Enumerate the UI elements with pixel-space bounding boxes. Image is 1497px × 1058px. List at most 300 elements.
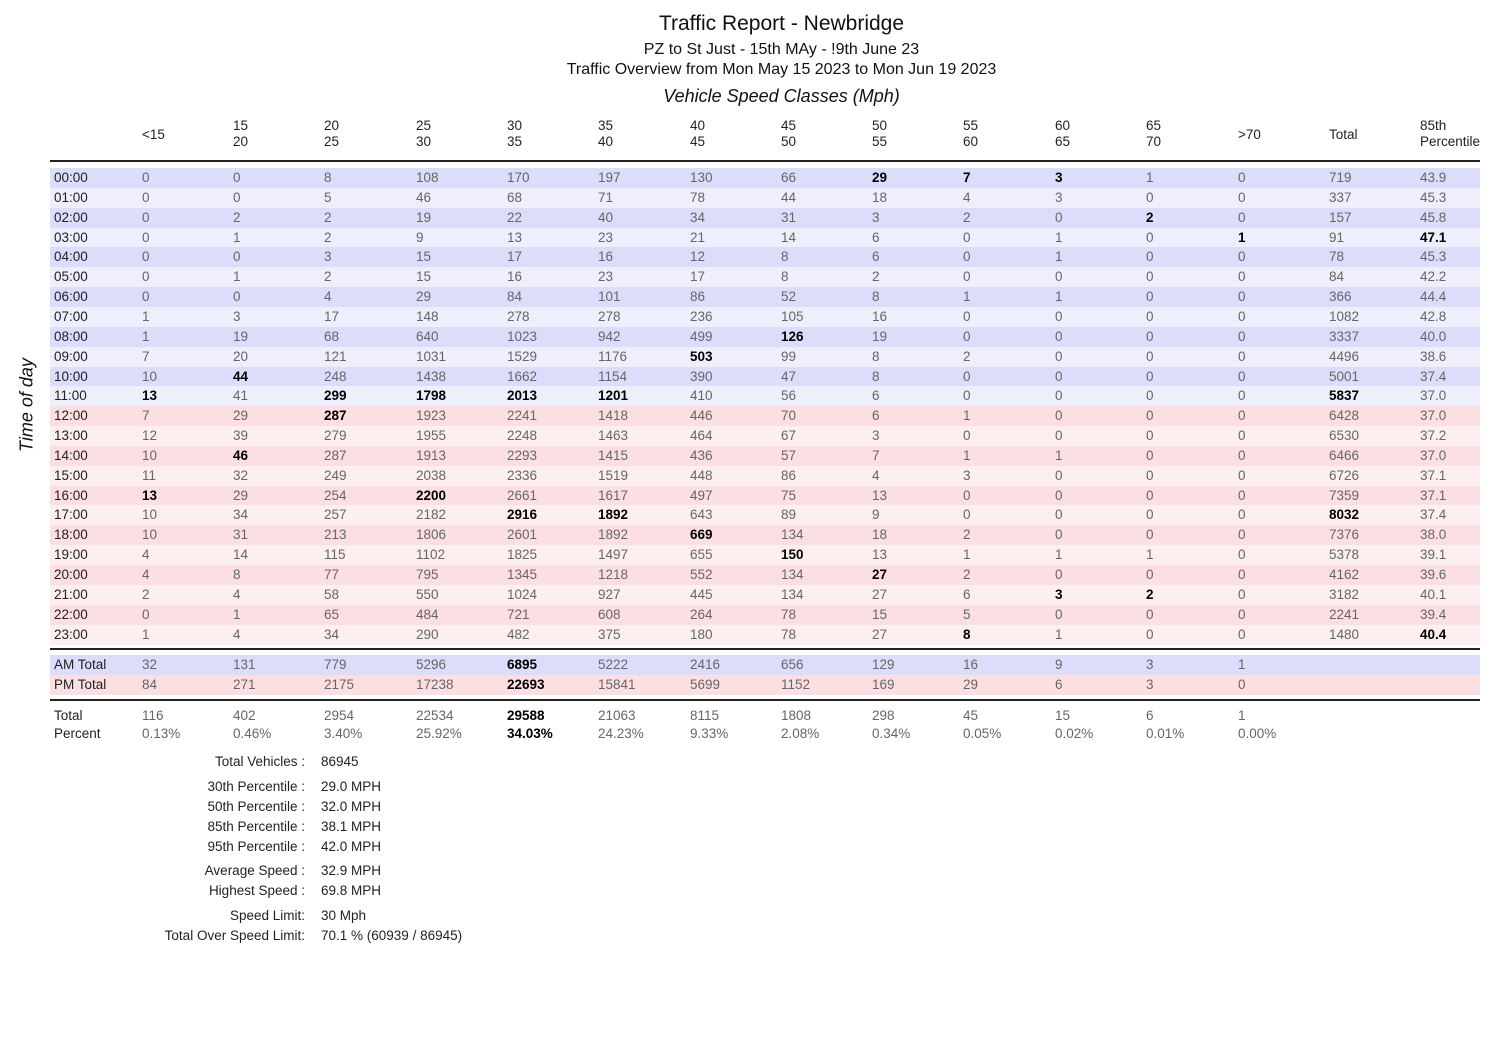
- table-cell: 6: [872, 229, 880, 245]
- table-cell: 0: [142, 209, 150, 225]
- table-cell: 2: [324, 229, 332, 245]
- table-cell: 8: [872, 348, 880, 364]
- table-cell: 8: [233, 567, 241, 582]
- table-cell: 0: [1055, 428, 1063, 444]
- table-cell: 0.02%: [1055, 726, 1094, 741]
- table-cell: 41: [233, 388, 249, 404]
- table-cell: 5296: [416, 657, 447, 672]
- table-cell: 2601: [507, 527, 538, 543]
- table-cell: 375: [598, 626, 621, 642]
- time-label: 11:00: [54, 388, 87, 404]
- stat-value: 32.9 MPH: [321, 863, 382, 878]
- table-cell: 134: [781, 527, 804, 543]
- table-cell: 29: [872, 170, 888, 185]
- table-cell: 5378: [1329, 547, 1360, 563]
- table-cell: 445: [690, 586, 713, 602]
- table-cell: 10: [142, 368, 158, 384]
- table-row: [50, 505, 1480, 525]
- am-total-row: [50, 655, 1480, 675]
- table-cell: 0: [1055, 269, 1063, 285]
- table-cell: 180: [690, 626, 713, 642]
- stat-label: 85th Percentile :: [207, 819, 305, 834]
- table-cell: 0: [963, 328, 971, 344]
- table-cell: 0: [1238, 368, 1246, 384]
- table-cell: 1617: [598, 487, 629, 503]
- column-header-line: 30: [416, 134, 432, 149]
- table-cell: 2: [233, 209, 241, 225]
- table-cell: 6895: [507, 657, 538, 672]
- table-cell: 1: [963, 289, 971, 305]
- table-cell: 482: [507, 626, 530, 642]
- y-axis-label: Time of day: [16, 358, 37, 452]
- table-cell: 1: [233, 269, 241, 285]
- table-cell: 0: [1146, 428, 1154, 444]
- table-cell: 47: [781, 368, 797, 384]
- table-cell: 15: [416, 249, 432, 265]
- table-cell: 1: [1055, 249, 1063, 265]
- table-cell: 1: [963, 408, 971, 424]
- table-cell: 19: [233, 328, 249, 344]
- time-label: 19:00: [54, 547, 88, 563]
- table-cell: 78: [781, 626, 797, 642]
- time-label: 21:00: [54, 586, 88, 602]
- table-cell: 14: [233, 547, 249, 563]
- table-cell: 2416: [690, 657, 721, 672]
- table-cell: 0: [1238, 487, 1246, 503]
- column-header-line: Percentile: [1420, 134, 1481, 149]
- column-header-line: 25: [324, 134, 340, 149]
- column-header: [690, 118, 705, 150]
- table-cell: 0: [1146, 348, 1154, 364]
- table-cell: 2182: [416, 507, 447, 523]
- table-cell: 34: [690, 209, 706, 225]
- column-header-line: <15: [142, 127, 165, 142]
- table-row: [50, 446, 1480, 466]
- table-cell: 0: [1146, 447, 1154, 463]
- table-cell: 14: [781, 229, 797, 245]
- table-cell: 32: [233, 467, 249, 483]
- table-cell: 68: [324, 328, 340, 344]
- table-cell: 71: [598, 189, 614, 205]
- table-cell: 4: [142, 547, 150, 563]
- table-cell: 298: [872, 708, 895, 723]
- table-cell: 0: [1238, 170, 1246, 185]
- table-cell: 37.2: [1420, 428, 1447, 444]
- table-cell: 31: [233, 527, 249, 543]
- stat-value: 30 Mph: [321, 908, 367, 923]
- table-cell: 0: [233, 289, 241, 305]
- table-cell: 1: [1055, 229, 1063, 245]
- table-cell: 126: [781, 328, 804, 344]
- table-cell: 4: [142, 567, 150, 582]
- table-cell: 45.8: [1420, 209, 1447, 225]
- table-cell: 1892: [598, 527, 629, 543]
- table-cell: 0: [963, 487, 971, 503]
- table-cell: 0: [963, 507, 971, 523]
- table-cell: 3: [872, 428, 880, 444]
- table-cell: 5001: [1329, 368, 1360, 384]
- column-header: [1420, 118, 1480, 150]
- table-cell: 4162: [1329, 567, 1360, 582]
- table-cell: 7376: [1329, 527, 1360, 543]
- time-label: 17:00: [54, 507, 88, 523]
- table-cell: 0: [1146, 408, 1154, 424]
- column-header-line: 50: [872, 118, 888, 133]
- table-cell: 7: [142, 408, 150, 424]
- table-cell: 0: [963, 269, 971, 285]
- table-cell: 37.1: [1420, 467, 1447, 483]
- table-cell: 0.00%: [1238, 726, 1277, 741]
- time-label: 03:00: [54, 229, 88, 245]
- table-cell: 99: [781, 348, 797, 364]
- stat-label: Average Speed :: [204, 863, 305, 878]
- table-cell: 78: [781, 606, 797, 622]
- table-cell: 0: [963, 308, 971, 324]
- column-header-line: 65: [1055, 134, 1071, 149]
- table-cell: 4: [233, 586, 241, 602]
- table-cell: 52: [781, 289, 797, 305]
- table-cell: 3337: [1329, 328, 1360, 344]
- report-subtitle: PZ to St Just - 15th MAy - !9th June 23: [643, 41, 920, 58]
- table-cell: 0: [1238, 567, 1246, 582]
- table-cell: 134: [781, 586, 804, 602]
- column-header: [1329, 127, 1358, 143]
- table-cell: 4: [872, 467, 880, 483]
- table-cell: 37.4: [1420, 368, 1447, 384]
- table-cell: 1480: [1329, 626, 1360, 642]
- table-cell: 779: [324, 657, 347, 672]
- table-cell: 669: [690, 527, 713, 543]
- table-cell: 40: [598, 209, 614, 225]
- table-cell: 0: [1055, 487, 1063, 503]
- table-cell: 16: [507, 269, 523, 285]
- table-cell: 0: [1238, 348, 1246, 364]
- stat-value: 29.0 MPH: [321, 779, 382, 794]
- table-cell: 0: [1055, 368, 1063, 384]
- table-row: [50, 386, 1480, 406]
- column-header: [781, 118, 796, 150]
- table-cell: 0: [1146, 368, 1154, 384]
- table-cell: 0: [142, 229, 150, 245]
- column-header-line: 65: [1146, 118, 1162, 133]
- table-cell: 15841: [598, 677, 636, 692]
- row-label: Percent: [54, 726, 101, 741]
- table-cell: 2661: [507, 487, 538, 503]
- table-cell: 25.92%: [416, 726, 462, 741]
- table-cell: 0: [233, 189, 241, 205]
- table-cell: 1662: [507, 368, 538, 384]
- table-cell: 0: [233, 249, 241, 265]
- stat-value: 70.1 % (60939 / 86945): [321, 928, 463, 943]
- table-row: [50, 168, 1480, 188]
- table-cell: 37.0: [1420, 408, 1447, 424]
- header-divider: [50, 160, 1480, 162]
- table-cell: 271: [233, 677, 256, 692]
- table-cell: 65: [324, 606, 340, 622]
- table-row: [50, 565, 1480, 585]
- table-cell: 16: [963, 657, 979, 672]
- table-cell: 0: [1238, 586, 1246, 602]
- table-cell: 1: [1055, 289, 1063, 305]
- table-cell: 0: [1238, 428, 1246, 444]
- table-cell: 13: [142, 487, 158, 503]
- time-label: 23:00: [54, 626, 88, 642]
- table-cell: 3: [1055, 189, 1063, 205]
- table-cell: 2038: [416, 467, 447, 483]
- column-header-line: 15: [233, 118, 249, 133]
- table-cell: 264: [690, 606, 713, 622]
- stat-label: 95th Percentile :: [207, 839, 305, 854]
- pm-total-row: [50, 675, 1480, 695]
- table-row: [50, 585, 1480, 605]
- table-cell: 0: [1238, 269, 1246, 285]
- table-cell: 66: [781, 170, 797, 185]
- table-cell: 1892: [598, 507, 629, 523]
- table-cell: 0: [1146, 229, 1154, 245]
- column-header: [507, 118, 522, 150]
- table-cell: 84: [1329, 269, 1345, 285]
- table-cell: 552: [690, 567, 713, 582]
- table-cell: 1: [1238, 708, 1246, 723]
- table-cell: 0: [1146, 189, 1154, 205]
- table-cell: 2336: [507, 467, 538, 483]
- table-cell: 21063: [598, 708, 636, 723]
- table-cell: 3: [324, 249, 332, 265]
- column-header-line: 45: [690, 134, 706, 149]
- table-cell: 8032: [1329, 507, 1360, 523]
- table-cell: 15: [872, 606, 888, 622]
- table-cell: 6726: [1329, 467, 1360, 483]
- time-label: 14:00: [54, 447, 88, 463]
- table-cell: 6466: [1329, 447, 1360, 463]
- table-row: [50, 605, 1480, 625]
- column-header-line: 40: [598, 134, 614, 149]
- table-cell: 9.33%: [690, 726, 729, 741]
- table-cell: 499: [690, 328, 713, 344]
- table-cell: 5: [963, 606, 971, 622]
- table-cell: 86: [690, 289, 706, 305]
- table-cell: 0: [1055, 567, 1063, 582]
- table-cell: 1218: [598, 567, 629, 582]
- time-label: 22:00: [54, 606, 88, 622]
- table-cell: 249: [324, 467, 347, 483]
- table-cell: 0: [963, 428, 971, 444]
- column-header: [324, 118, 339, 150]
- table-cell: 19: [872, 328, 888, 344]
- table-cell: 1463: [598, 428, 629, 444]
- column-header-line: 25: [416, 118, 432, 133]
- table-cell: 2: [963, 527, 971, 543]
- table-row: [50, 625, 1480, 645]
- table-cell: 6: [1146, 708, 1154, 723]
- table-cell: 13: [872, 547, 888, 563]
- column-header-line: 20: [324, 118, 340, 133]
- table-cell: 0: [1146, 626, 1154, 642]
- table-cell: 3: [1055, 170, 1063, 185]
- table-cell: 0: [1238, 308, 1246, 324]
- time-label: 00:00: [54, 170, 88, 185]
- row-label: PM Total: [54, 677, 107, 692]
- table-cell: 4: [963, 189, 971, 205]
- table-cell: 0: [1146, 467, 1154, 483]
- table-cell: 2: [963, 567, 971, 582]
- table-cell: 0: [1238, 209, 1246, 225]
- table-cell: 2: [324, 269, 332, 285]
- table-cell: 0: [1238, 408, 1246, 424]
- table-cell: 18: [872, 527, 888, 543]
- table-cell: 5222: [598, 657, 629, 672]
- table-cell: 1: [1146, 547, 1154, 563]
- table-cell: 170: [507, 170, 530, 185]
- table-row: [50, 426, 1480, 446]
- table-cell: 86: [781, 467, 797, 483]
- table-row: [50, 486, 1480, 506]
- table-cell: 12: [142, 428, 158, 444]
- table-cell: 0: [1055, 348, 1063, 364]
- table-cell: 1176: [598, 348, 628, 364]
- table-cell: 0: [1146, 328, 1154, 344]
- table-cell: 1024: [507, 586, 538, 602]
- table-cell: 1497: [598, 547, 629, 563]
- table-cell: 390: [690, 368, 713, 384]
- column-header-line: 85th: [1420, 118, 1447, 133]
- column-header-line: 55: [872, 134, 888, 149]
- table-cell: 1082: [1329, 308, 1360, 324]
- stat-value: 32.0 MPH: [321, 799, 382, 814]
- table-cell: 2: [1146, 209, 1154, 225]
- table-cell: 84: [507, 289, 523, 305]
- table-cell: 42.8: [1420, 308, 1447, 324]
- stat-value: 69.8 MPH: [321, 883, 382, 898]
- table-cell: 4: [233, 626, 241, 642]
- table-cell: 40.1: [1420, 586, 1447, 602]
- table-cell: 56: [781, 388, 797, 404]
- table-cell: 3: [233, 308, 241, 324]
- table-cell: 1: [1055, 447, 1063, 463]
- table-cell: 13: [872, 487, 888, 503]
- table-cell: 2241: [507, 408, 538, 424]
- column-header-line: 30: [507, 118, 523, 133]
- table-cell: 78: [1329, 249, 1345, 265]
- table-cell: 484: [416, 606, 439, 622]
- table-cell: 57: [781, 447, 797, 463]
- table-cell: 0: [963, 368, 971, 384]
- table-cell: 5699: [690, 677, 721, 692]
- table-cell: 37.0: [1420, 447, 1447, 463]
- table-cell: 17238: [416, 677, 454, 692]
- table-cell: 68: [507, 189, 523, 205]
- table-row: [50, 228, 1480, 248]
- table-row: [50, 525, 1480, 545]
- table-cell: 29: [233, 487, 249, 503]
- table-cell: 2: [963, 209, 971, 225]
- stat-label: 50th Percentile :: [207, 799, 305, 814]
- table-cell: 24.23%: [598, 726, 644, 741]
- table-cell: 37.0: [1420, 388, 1447, 404]
- table-cell: 131: [233, 657, 256, 672]
- table-cell: 47.1: [1420, 229, 1447, 245]
- table-cell: 0: [142, 189, 150, 205]
- table-cell: 1: [1055, 626, 1063, 642]
- table-cell: 942: [598, 328, 621, 344]
- table-cell: 37.1: [1420, 487, 1447, 503]
- table-cell: 1154: [598, 368, 628, 384]
- table-cell: 0.01%: [1146, 726, 1185, 741]
- table-row: [50, 347, 1480, 367]
- table-cell: 287: [324, 447, 347, 463]
- table-cell: 497: [690, 487, 713, 503]
- time-label: 04:00: [54, 249, 88, 265]
- column-header-line: 50: [781, 134, 797, 149]
- table-cell: 6: [872, 388, 880, 404]
- table-cell: 446: [690, 408, 713, 424]
- table-row: [50, 367, 1480, 387]
- table-cell: 248: [324, 368, 347, 384]
- table-cell: 3: [963, 467, 971, 483]
- column-header-line: 60: [963, 134, 979, 149]
- table-cell: 0: [233, 170, 241, 185]
- time-label: 05:00: [54, 269, 88, 285]
- table-cell: 1: [142, 626, 150, 642]
- table-cell: 37.4: [1420, 507, 1447, 523]
- table-cell: 655: [690, 547, 713, 563]
- table-cell: 0: [1146, 289, 1154, 305]
- stat-value: 86945: [321, 754, 359, 769]
- table-cell: 1345: [507, 567, 538, 582]
- table-cell: 29: [233, 408, 249, 424]
- table-cell: 927: [598, 586, 621, 602]
- table-cell: 290: [416, 626, 439, 642]
- table-cell: 366: [1329, 289, 1352, 305]
- table-cell: 0: [1238, 189, 1246, 205]
- row-label: AM Total: [54, 657, 107, 672]
- table-cell: 10: [142, 527, 158, 543]
- table-cell: 257: [324, 507, 347, 523]
- table-cell: 45.3: [1420, 189, 1447, 205]
- table-cell: 2916: [507, 507, 538, 523]
- table-cell: 29588: [507, 708, 545, 723]
- time-label: 01:00: [54, 189, 88, 205]
- table-cell: 0: [963, 388, 971, 404]
- table-cell: 15: [416, 269, 432, 285]
- table-cell: 89: [781, 507, 797, 523]
- table-cell: 721: [507, 606, 530, 622]
- column-header: [416, 118, 431, 150]
- table-cell: 8115: [690, 708, 720, 723]
- table-cell: 0: [1238, 289, 1246, 305]
- table-cell: 46: [416, 189, 432, 205]
- table-cell: 0: [1146, 249, 1154, 265]
- table-cell: 236: [690, 308, 713, 324]
- table-cell: 7359: [1329, 487, 1360, 503]
- table-cell: 44: [233, 368, 249, 384]
- table-cell: 27: [872, 567, 888, 582]
- table-cell: 8: [963, 626, 971, 642]
- table-cell: 75: [781, 487, 797, 503]
- table-cell: 39.1: [1420, 547, 1447, 563]
- table-row: [50, 545, 1480, 565]
- table-cell: 0: [1238, 626, 1246, 642]
- table-cell: 719: [1329, 170, 1352, 185]
- table-cell: 44.4: [1420, 289, 1447, 305]
- table-cell: 2248: [507, 428, 538, 444]
- table-cell: 78: [690, 189, 706, 205]
- table-cell: 2: [142, 586, 150, 602]
- table-cell: 44: [781, 189, 797, 205]
- table-cell: 5837: [1329, 388, 1360, 404]
- table-cell: 1: [1238, 229, 1246, 245]
- table-cell: 23: [598, 269, 614, 285]
